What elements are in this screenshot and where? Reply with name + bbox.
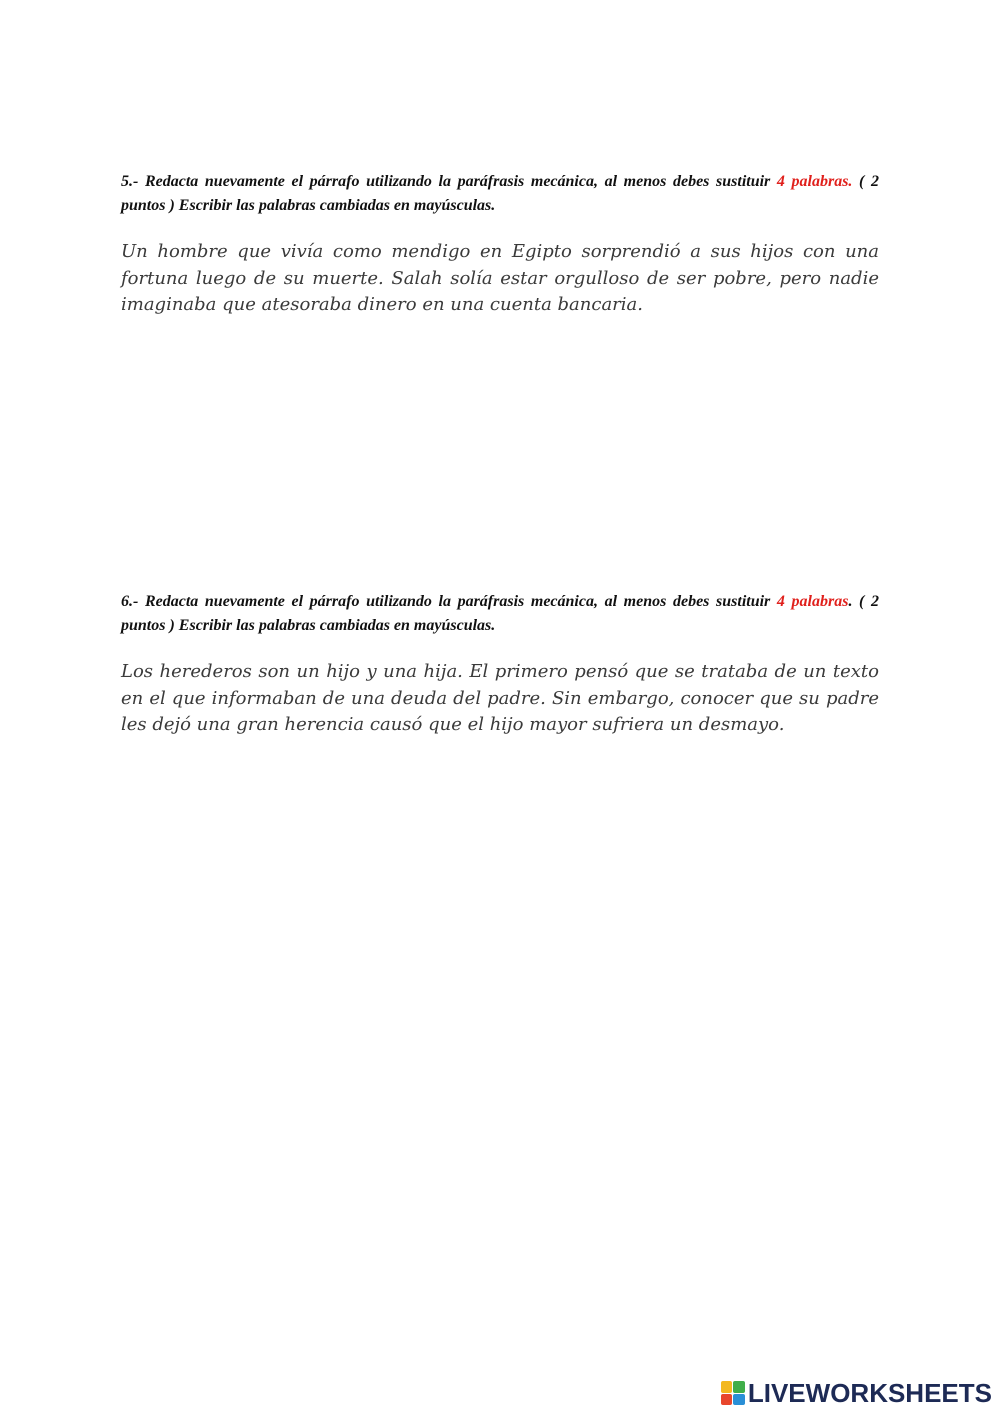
exercise-5-word-count: 4 palabras. <box>776 173 853 190</box>
exercise-6-points: . ( 2 puntos ) Escribir las palabras cambiadas en mayúsculas. <box>121 593 880 634</box>
logo-tile-red <box>721 1394 733 1406</box>
exercise-5 <box>121 170 879 319</box>
logo-tile-yellow <box>721 1381 733 1393</box>
brand-name: LIVEWORKSHEETS <box>747 1378 992 1408</box>
exercise-5-instruction <box>121 170 879 218</box>
liveworksheets-brand <box>721 1380 992 1406</box>
exercise-6-instruction-text: 6.- Redacta nuevamente el párrafo utilizando la paráfrasis mecánica, al menos debes sustituir <box>121 593 777 610</box>
logo-tile-blue <box>733 1394 745 1406</box>
exercise-6 <box>121 590 879 739</box>
exercise-6-paragraph: Los herederos son un hijo y una hija. El primero pensó que se trataba de un texto en el que informaban de una deuda del padre. Sin embargo, conocer que su padre les dejó una gran herencia causó que el hijo mayor sufriera un desmayo. <box>121 661 879 735</box>
liveworksheets-logo-icon <box>721 1381 745 1405</box>
logo-tile-green <box>733 1381 745 1393</box>
exercise-6-word-count: 4 palabras <box>776 593 849 610</box>
exercise-5-points: ( 2 puntos ) Escribir las palabras cambiadas en mayúsculas. <box>121 173 880 214</box>
exercise-5-instruction-text: 5.- Redacta nuevamente el párrafo utilizando la paráfrasis mecánica, al menos debes sustituir <box>121 173 777 190</box>
exercise-5-paragraph: Un hombre que vivía como mendigo en Egipto sorprendió a sus hijos con una fortuna luego de su muerte. Salah solía estar orgulloso de ser pobre, pero nadie imaginaba que atesoraba dinero en una cuenta bancaria. <box>121 241 879 315</box>
exercise-6-instruction <box>121 590 879 638</box>
